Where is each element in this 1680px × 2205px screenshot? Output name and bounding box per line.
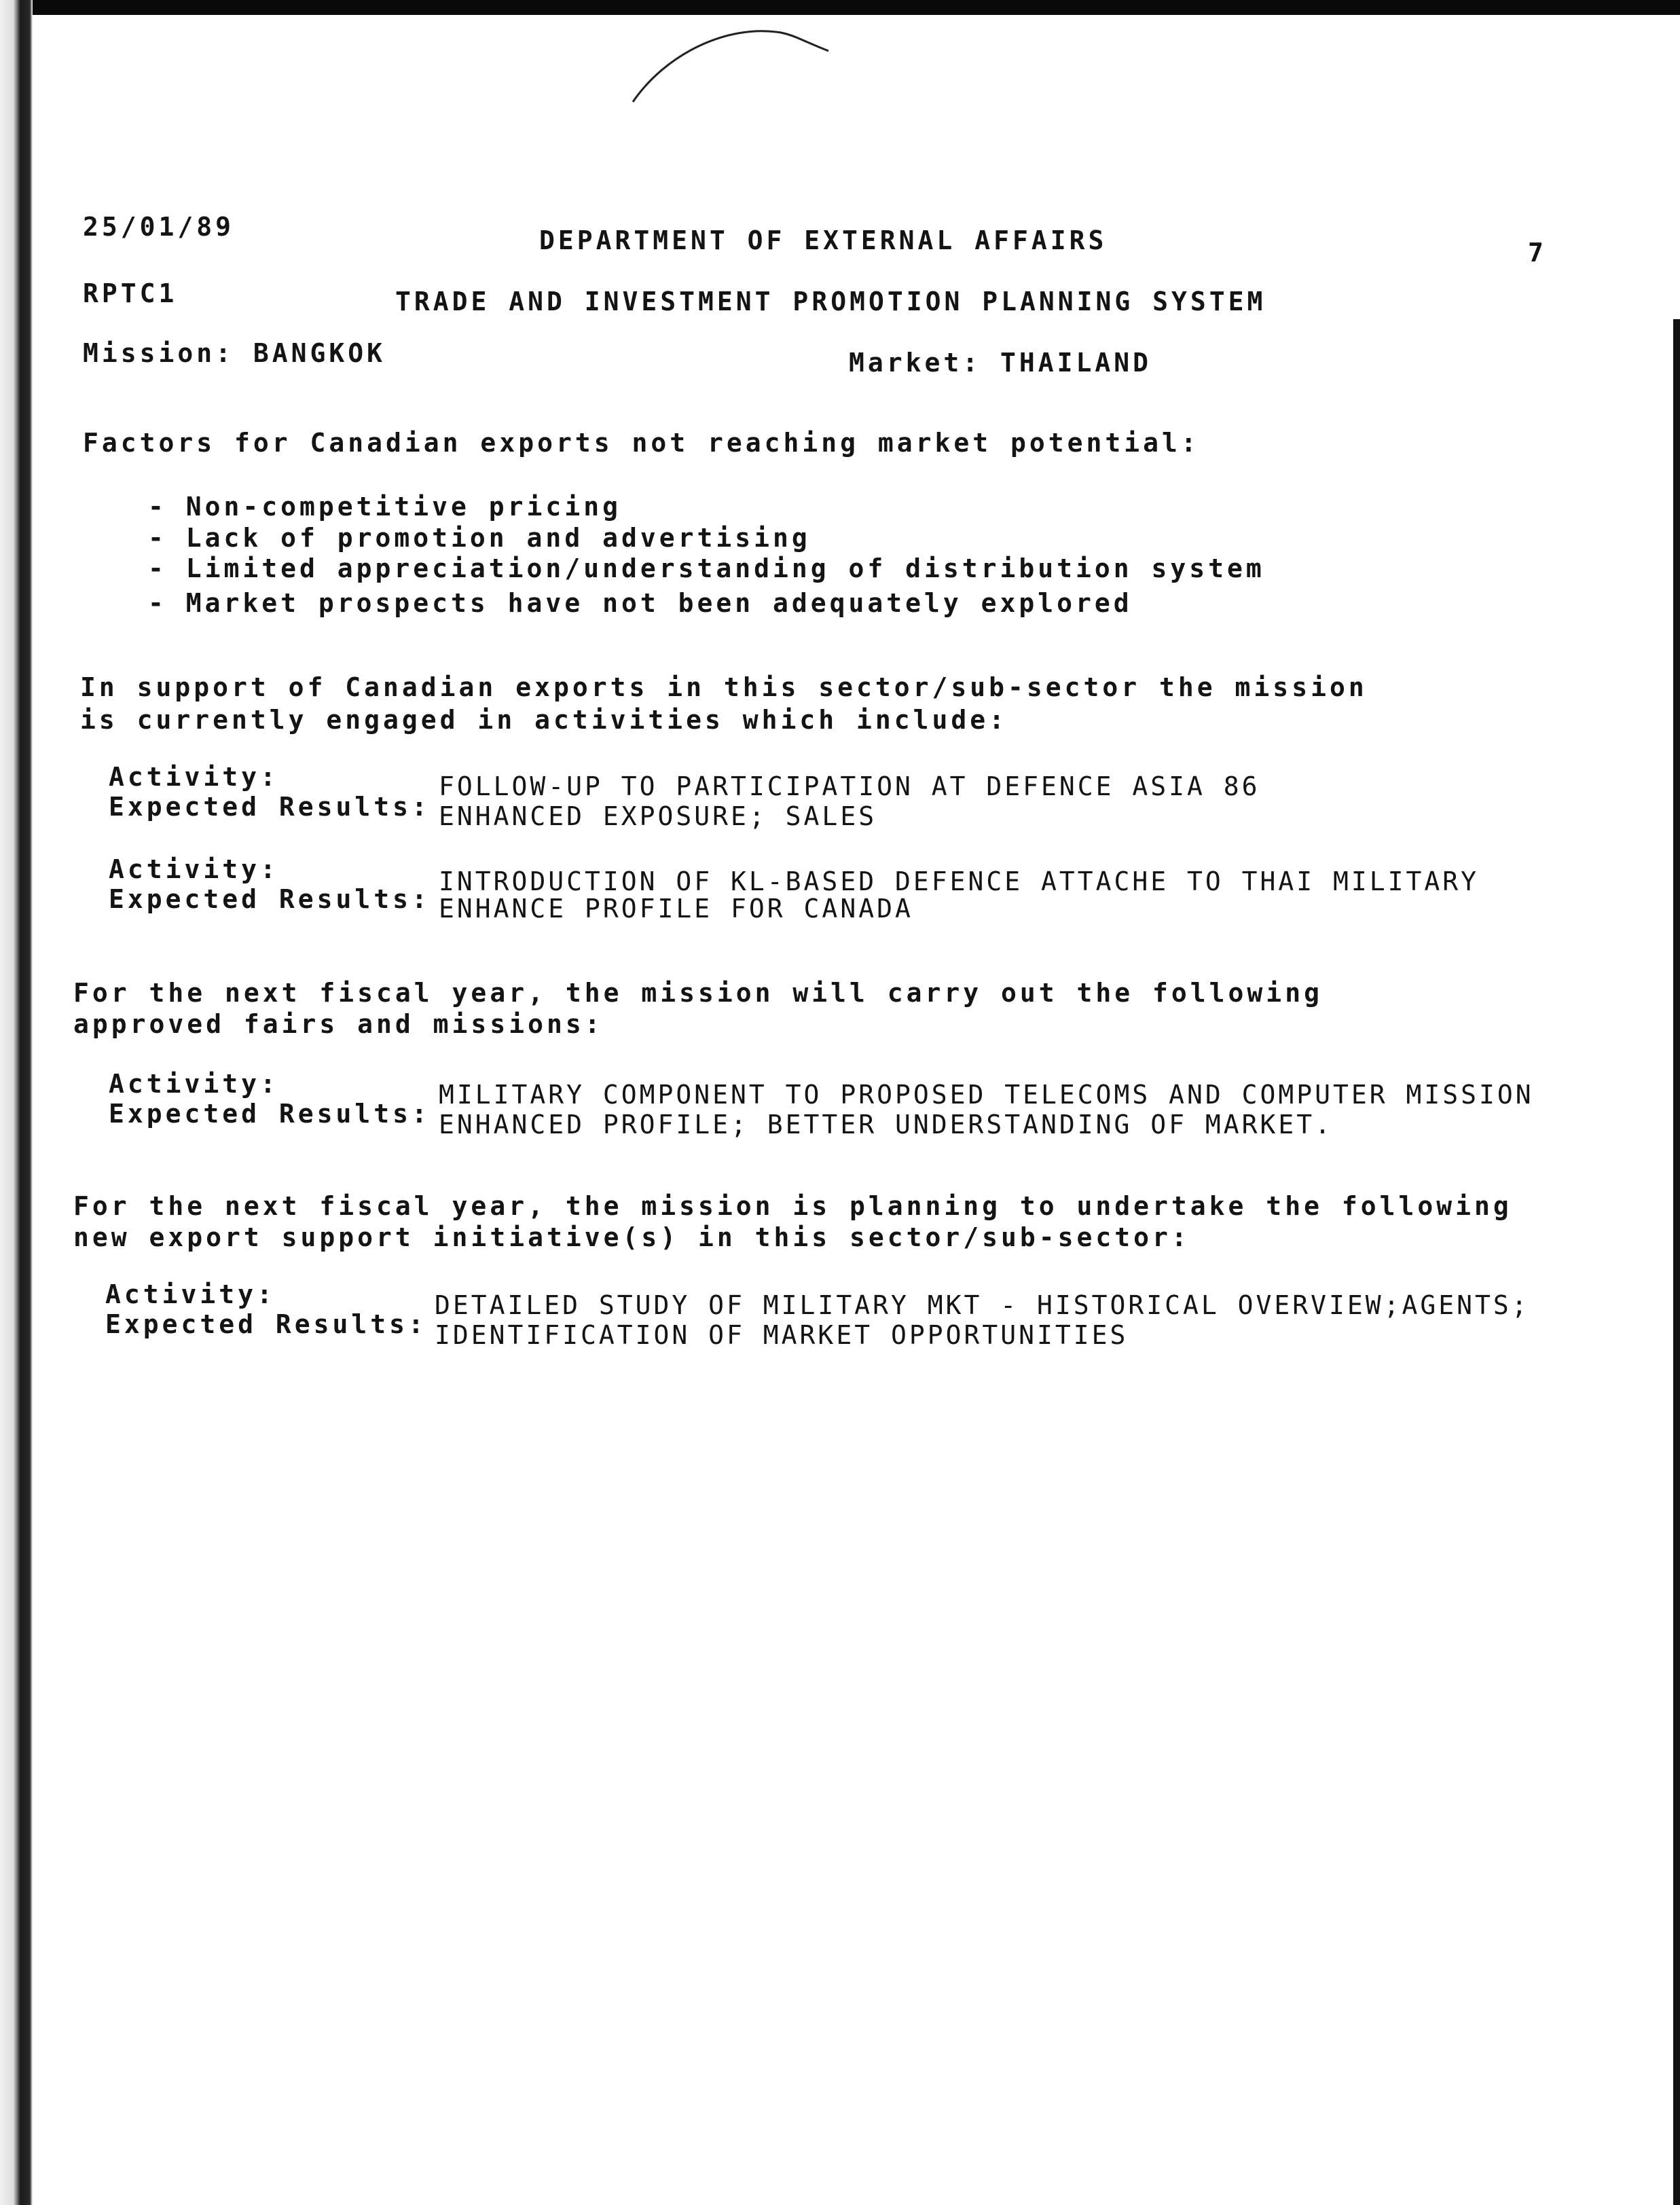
planned-intro-line2: new export support initiative(s) in this sector/sub-sector: [73,1222,1190,1252]
current-intro-line1: In support of Canadian exports in this sector/sub-sector the mission [80,672,1368,702]
expected-results-value: IDENTIFICATION OF MARKET OPPORTUNITIES [435,1320,1129,1350]
system-title: TRADE AND INVESTMENT PROMOTION PLANNING SYSTEM [395,287,1266,316]
report-date: 25/01/89 [83,212,235,242]
expected-results-value: ENHANCE PROFILE FOR CANADA [439,894,913,924]
factor-item: - Lack of promotion and advertising [148,523,811,553]
expected-results-value: ENHANCED EXPOSURE; SALES [439,801,877,831]
expected-results-label: Expected Results: [109,884,431,914]
factors-heading: Factors for Canadian exports not reaching market potential: [83,428,1200,458]
activity-value: INTRODUCTION OF KL-BASED DEFENCE ATTACHE TO THAI MILITARY [439,867,1480,896]
activity-label: Activity: [109,854,279,884]
approved-intro-line1: For the next fiscal year, the mission will carry out the following [73,978,1323,1008]
activity-label: Activity: [109,762,279,792]
expected-results-label: Expected Results: [109,792,431,822]
factor-item: - Limited appreciation/understanding of distribution system [148,553,1265,583]
market-field: Market: THAILAND [849,348,1152,378]
activity-value: FOLLOW-UP TO PARTICIPATION AT DEFENCE ASIA 86 [439,771,1260,801]
planned-intro-line1: For the next fiscal year, the mission is planning to undertake the following [73,1191,1512,1221]
department-title: DEPARTMENT OF EXTERNAL AFFAIRS [539,225,1108,255]
expected-results-label: Expected Results: [109,1099,431,1129]
activity-label: Activity: [105,1279,276,1309]
approved-intro-line2: approved fairs and missions: [73,1009,604,1039]
scan-top-border [0,0,1680,15]
current-intro-line2: is currently engaged in activities which include: [80,705,1008,735]
expected-results-value: ENHANCED PROFILE; BETTER UNDERSTANDING OF MARKET. [439,1110,1334,1140]
factor-item: - Market prospects have not been adequately explored [148,588,1133,618]
mission-field: Mission: BANGKOK [83,338,386,368]
factor-item: - Non-competitive pricing [148,492,621,522]
page-number: 7 [1528,238,1547,268]
activity-value: DETAILED STUDY OF MILITARY MKT - HISTORICAL OVERVIEW;AGENTS; [435,1290,1530,1320]
scan-right-border [1673,319,1680,2205]
activity-label: Activity: [109,1069,279,1099]
expected-results-label: Expected Results: [105,1309,427,1339]
pen-stroke-mark [625,20,842,115]
scan-left-border [0,0,33,2205]
report-code: RPTC1 [83,278,178,308]
activity-value: MILITARY COMPONENT TO PROPOSED TELECOMS AND COMPUTER MISSION [439,1080,1534,1110]
